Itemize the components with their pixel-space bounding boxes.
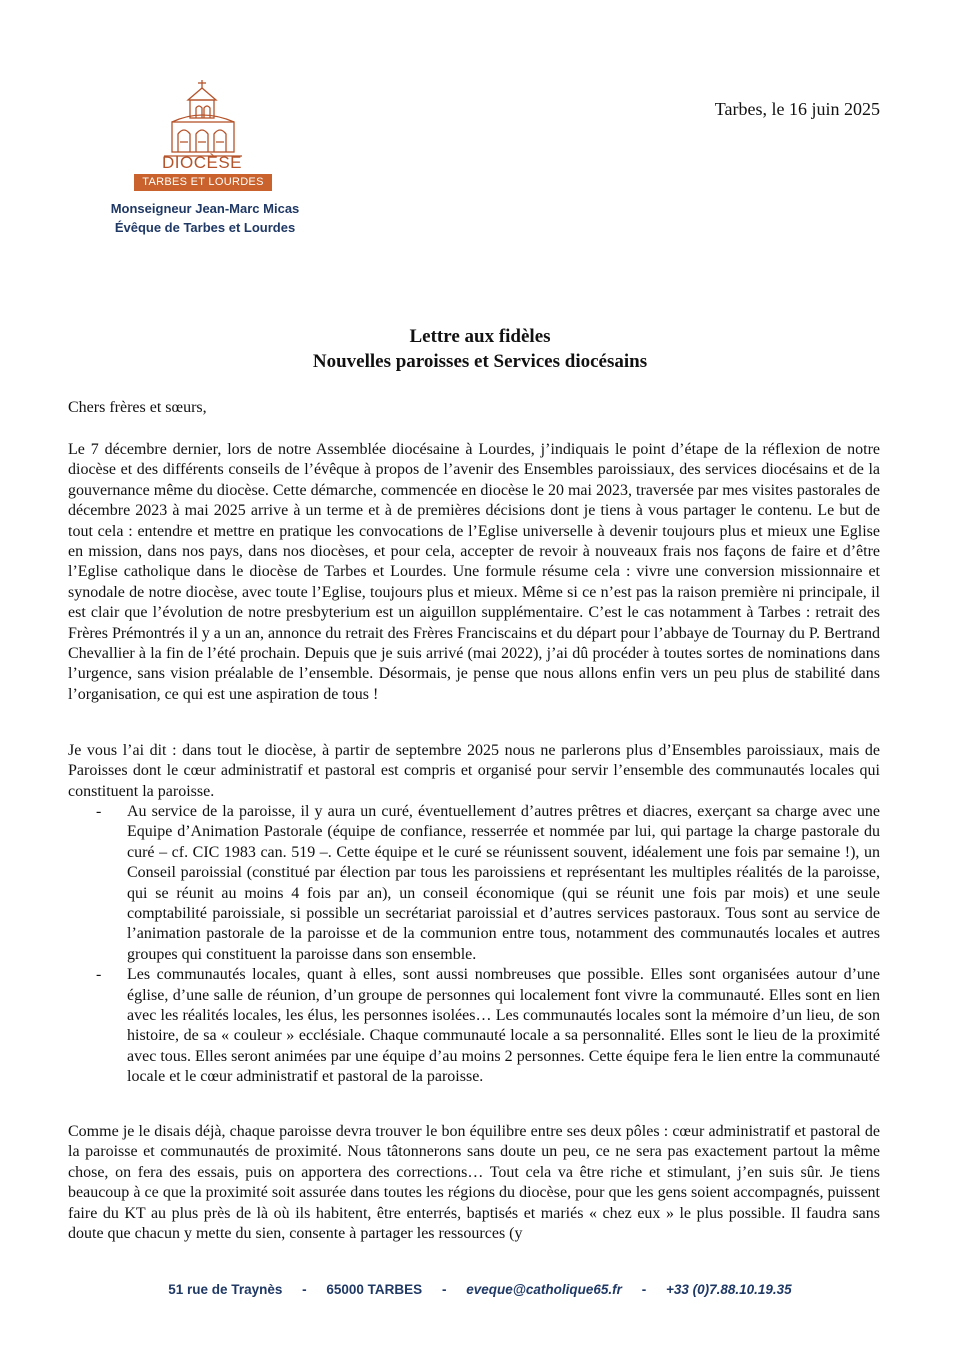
bishop-name: Monseigneur Jean-Marc Micas: [110, 201, 300, 216]
paragraph-2: Je vous l’ai dit : dans tout le diocèse, à partir de septembre 2025 nous ne parlerons plus d’Ensembles paroissiaux, mais de Paroisses dont le cœur administratif et pastoral est compris et organisé pour servir l’ensemble des communautés locales qui constituent la paroisse.: [68, 742, 880, 800]
list-item-text: Au service de la paroisse, il y aura un curé, éventuellement d’autres prêtres et diacres, exerçant sa charge avec une Equipe d’Animation Pastorale (équipe de confiance, resserrée et nommée par lui, qui partage la charge pastorale du curé – cf. CIC 1983 can. 519 –. Cette équipe et le curé se réunissent souvent, idéalement une fois par semaine !), un Conseil paroissial (constitué par élection par tous les paroissiens et représentant les multiples réalités de la paroisse, qui se réunit au moins 4 fois par an), un conseil économique (qui se réunit une fois par mois) et une seule comptabilité paroissiale, si possible un secrétariat paroissial et d’autres services pastoraux. Tous sont au service de l’animation pastorale de la paroisse et de la communion entre tous, notamment des communautés locales et autres groupes qui constituent la paroisse dans son ensemble.: [127, 803, 880, 963]
bullet-list: [68, 802, 880, 1088]
bishop-title: Évêque de Tarbes et Lourdes: [114, 220, 296, 235]
letter-title: Lettre aux fidèles: [409, 326, 551, 347]
list-item: [68, 965, 880, 1087]
list-item: [68, 802, 880, 965]
footer-separator: -: [441, 1282, 447, 1297]
bullet-marker: -: [96, 803, 102, 820]
paragraph-3: Comme je le disais déjà, chaque paroisse devra trouver le bon équilibre entre ses deux pôles : cœur administratif et pastoral de la paroisse et communautés de proximité. Nous tâtonnerons sans doute un peu, ce ne sera pas exactement partout la même chose, on fera des essais, puis on apportera des corrections… Tout cela va être riche et stimulant, j’en suis sûr. Je tiens beaucoup à ce que la proximité soit assurée dans toutes les régions du diocèse, pour que les gens soient accompagnés, puissent faire du KT au plus près de là où ils habitent, être enterrés, baptisés et mariés « chez eux » le plus possible. Il faudra sans doute que chacun y mette du sien, consente à partager les ressources (y: [68, 1123, 880, 1243]
bishop-block: [90, 199, 320, 237]
footer-city: 65000 TARBES: [326, 1282, 423, 1297]
footer-email-link[interactable]: eveque@catholique65.fr: [466, 1282, 622, 1297]
footer-phone: +33 (0)7.88.10.19.35: [665, 1282, 792, 1297]
list-item-text: Les communautés locales, quant à elles, sont aussi nombreuses que possible. Elles sont organisées autour d’une église, d’une salle de réunion, d’un groupe de personnes qui localement font vivre la communauté. Elles sont en lien avec les réalités locales, les élus, les personnes isolées… Les communautés locales sont la mémoire d’un lieu, de son histoire, de sa « couleur » ecclésiale. Chaque communauté locale a sa personnalité. Elles sont le lieu de la proximité avec tous. Elles seront animées par une équipe d’au moins 2 personnes. Cette équipe fera le lien entre la communauté locale et le cœur administratif et pastoral de la paroisse.: [127, 966, 880, 1086]
footer-separator: -: [302, 1282, 307, 1297]
logo-band: TARBES ET LOURDES: [134, 174, 272, 191]
paragraph-1: Le 7 décembre dernier, lors de notre Assemblée diocésaine à Lourdes, j’indiquais le point d’étape de la réflexion de notre diocèse et des différents conseils de l’évêque à propos de l’avenir des Ensembles paroissiaux, des services diocésains et de la gouvernance même du diocèse. Cette démarche, commencée en diocèse le 20 mai 2023, traversée par mes visites pastorales de décembre 2023 à mai 2025 arrive à un terme et à de premières décisions dont je tiens à vous partager le contenu. Le but de tout cela : entendre et mettre en pratique les convocations de l’Eglise universelle à devenir toujours plus et mieux une Eglise en mission, dans nos pays, dans nos diocèses, et pour cela, accepter de revoir à nouveaux frais nos façons de faire et d’être l’Eglise catholique dans le diocèse de Tarbes et Lourdes. Une formule résume cela : vivre une conversion missionnaire et synodale de notre diocèse, avec toute l’Eglise, toujours plus et mieux. Même si ce n’est pas la raison première ni principale, il est clair que l’évolution de notre presbyterium est un aiguillon supplémentaire. C’est le cas notamment à Tarbes : retrait des Frères Prémontrés il y a un an, annonce du retrait des Frères Franciscains et du départ pour l’abbaye de Tournay du P. Bertrand Chevallier à la fin de l’été prochain. Depuis que je suis arrivé (mai 2022), j’ai dû procéder à toutes sortes de nominations dans l’urgence, sans vision préalable de l’ensemble. Désormais, je pense que nous allons enfin vers un peu plus de stabilité dans l’organisation, ce qui est une aspiration de tous !: [68, 441, 880, 703]
bullet-marker: -: [96, 966, 102, 984]
footer-separator: -: [641, 1282, 647, 1297]
letter-date: Tarbes, le 16 juin 2025: [714, 99, 880, 119]
church-icon: [158, 78, 248, 158]
footer-address: 51 rue de Traynès: [168, 1282, 283, 1297]
letter-subtitle: Nouvelles paroisses et Services diocésains: [312, 351, 648, 372]
diocese-logo: [128, 78, 278, 158]
footer: [0, 1282, 960, 1297]
logo-name: DIOCÈSE: [161, 153, 243, 172]
greeting: Chers frères et sœurs,: [68, 399, 207, 416]
